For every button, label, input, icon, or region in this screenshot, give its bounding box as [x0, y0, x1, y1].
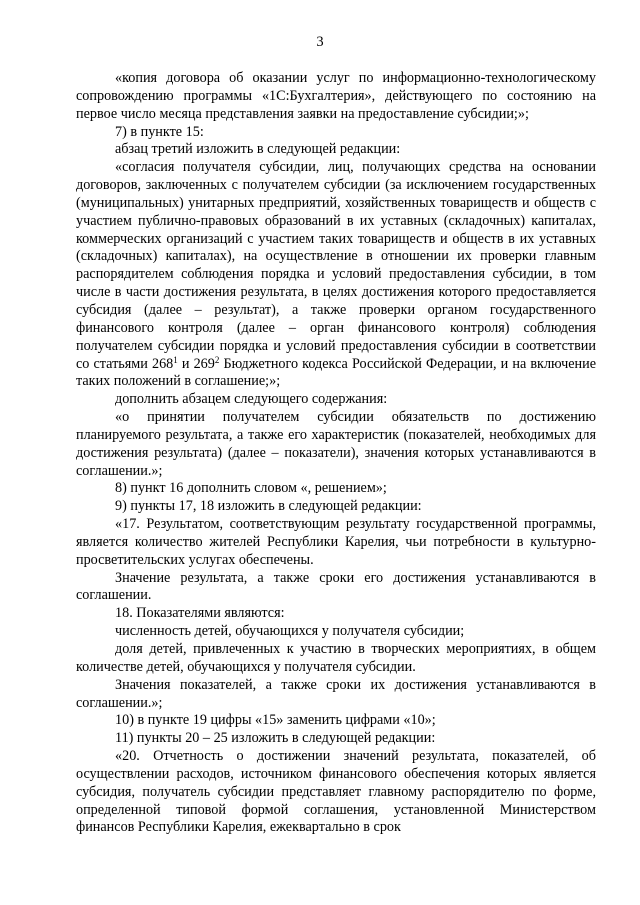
document-body — [76, 70, 596, 837]
paragraph: «о принятии получателем субсидии обязательств по достижению планируемого результата, а также его характеристик (показателей, необходимых для достижения результата) (далее – показатели), значения которых устанавливаются в соглашении.»; — [76, 409, 596, 479]
paragraph: 9) пункты 17, 18 изложить в следующей редакции: — [115, 498, 422, 515]
paragraph: абзац третий изложить в следующей редакции: — [115, 141, 401, 158]
paragraph: Значения показателей, а также сроки их достижения устанавливаются в соглашении.»; — [76, 676, 596, 711]
paragraph: численность детей, обучающихся у получателя субсидии; — [115, 623, 465, 640]
paragraph: 7) в пункте 15: — [115, 123, 204, 140]
paragraph: «17. Результатом, соответствующим результату государственной программы, является количество жителей Республики Карелия, чьи потребности в культурно-просветительских услугах обеспечены. — [76, 516, 596, 568]
paragraph: 11) пункты 20 – 25 изложить в следующей редакции: — [115, 730, 436, 747]
paragraph: «согласия получателя субсидии, лиц, получающих средства на основании договоров, заключенных с получателем субсидии (за исключением государственных (муниципальных) унитарных предприятий, хозяйственных товариществ и обществ с участием публично-правовых образований в их уставных (складочных) капиталах, коммерческих организаций с участием таких товариществ и обществ в их уставных (складочных) капиталах), на осуществление в отношении их проверки главным распорядителем соблюдения порядка и условий предоставления субсидии, в том числе в части достижения результата, в целях достижения которого предоставляется субсидия (далее – результат), а также проверки органом государственного финансового контроля (далее – орган финансового контроля) соблюдения получателем субсидии порядка и условий предоставления субсидии в соответствии со статьями $268^1$ и $269^2$ Бюджетного кодекса Российской Федерации, и на включение таких положений в соглашение;»; — [76, 159, 596, 390]
paragraph: Значение результата, а также сроки его достижения устанавливаются в соглашении. — [76, 569, 596, 604]
page-number: 3 — [316, 34, 324, 50]
paragraph: «20. Отчетность о достижении значений результата, показателей, об осуществлении расходов, источником финансового обеспечения которых является субсидия, получатель субсидии представляет главному распорядителю по форме, определенной типовой формой соглашения, установленной Министерством финансов Республики Карелия, ежеквартально в срок — [76, 748, 596, 836]
paragraph: 8) пункт 16 дополнить словом «, решением»; — [115, 480, 387, 497]
paragraph: 10) в пункте 19 цифры «15» заменить цифрами «10»; — [115, 712, 436, 729]
paragraph: дополнить абзацем следующего содержания: — [115, 391, 388, 408]
paragraph: 18. Показателями являются: — [115, 605, 285, 622]
paragraph: «копия договора об оказании услуг по информационно-технологическому сопровождению программы «1С:Бухгалтерия», действующего по состоянию на первое число месяца представления заявки на предоставление субсидии;»; — [76, 70, 596, 122]
paragraph: доля детей, привлеченных к участию в творческих мероприятиях, в общем количестве детей, обучающихся у получателя субсидии. — [76, 641, 596, 675]
